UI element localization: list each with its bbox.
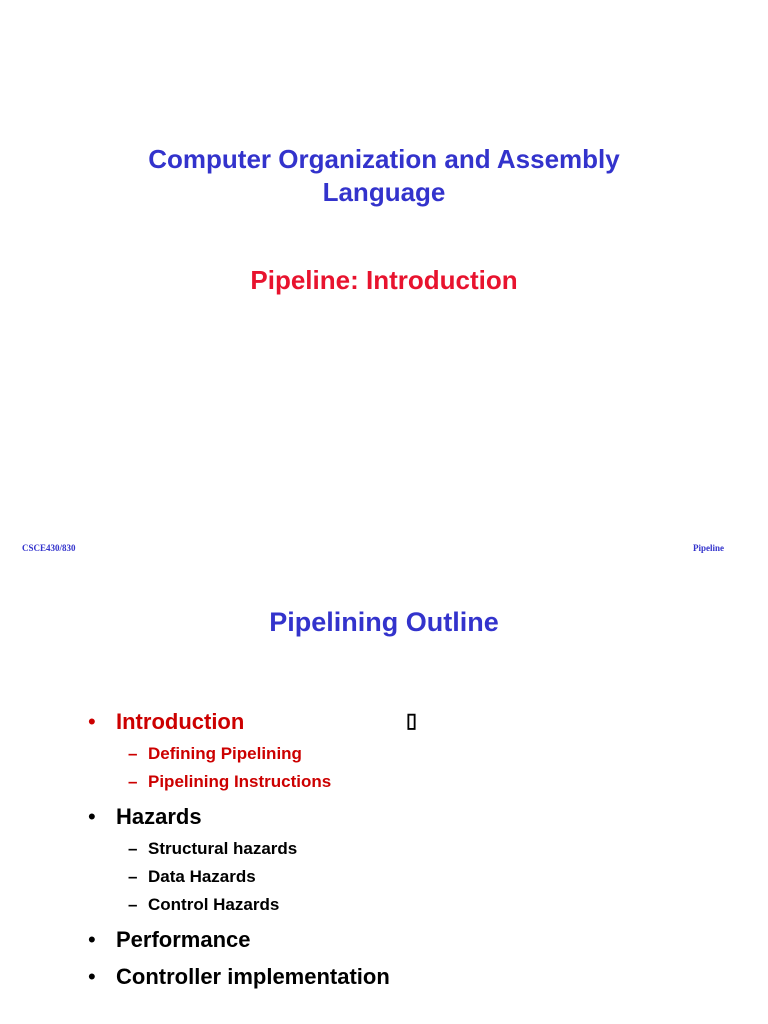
course-title-line-2: Language — [322, 177, 446, 207]
outline-subitem — [88, 740, 688, 768]
outline-item-label: Introduction — [116, 709, 245, 734]
outline-subitem-label: Data Hazards — [148, 867, 256, 886]
outline-subitem-label: Defining Pipelining — [148, 744, 302, 763]
outline-subitem-label: Control Hazards — [148, 895, 280, 914]
course-title — [0, 143, 768, 209]
deck-subtitle: Pipeline: Introduction — [250, 265, 518, 295]
course-title-line-1: Computer Organization and Assembly — [148, 144, 620, 174]
bullet-icon: • — [88, 709, 96, 734]
bullet-icon: • — [88, 804, 96, 829]
outline-list — [88, 703, 688, 995]
dash-icon: – — [128, 895, 138, 914]
outline-item-performance — [88, 921, 688, 958]
bullet-icon: • — [88, 964, 96, 989]
dash-icon: – — [128, 839, 138, 858]
outline-item-label: Hazards — [116, 804, 202, 829]
outline-item-controller-implementation — [88, 958, 688, 995]
outline-title: Pipelining Outline — [269, 607, 499, 637]
outline-item-label: Controller implementation — [116, 964, 390, 989]
outline-item-introduction — [88, 703, 688, 796]
outline-item-label: Performance — [116, 927, 251, 952]
bullet-icon: • — [88, 927, 96, 952]
outline-subitem — [88, 835, 688, 863]
outline-item-hazards — [88, 798, 688, 919]
outline-subitem-label: Pipelining Instructions — [148, 772, 332, 791]
outline-subitem — [88, 863, 688, 891]
footer-topic: Pipeline — [693, 543, 724, 553]
current-section-marker: ▯ — [406, 710, 418, 732]
footer-course-code: CSCE430/830 — [22, 543, 76, 553]
outline-slide — [0, 565, 768, 1024]
dash-icon: – — [128, 744, 138, 763]
dash-icon: – — [128, 867, 138, 886]
outline-subitem — [88, 768, 688, 796]
dash-icon: – — [128, 772, 138, 791]
outline-subitem — [88, 891, 688, 919]
outline-subitem-label: Structural hazards — [148, 839, 298, 858]
